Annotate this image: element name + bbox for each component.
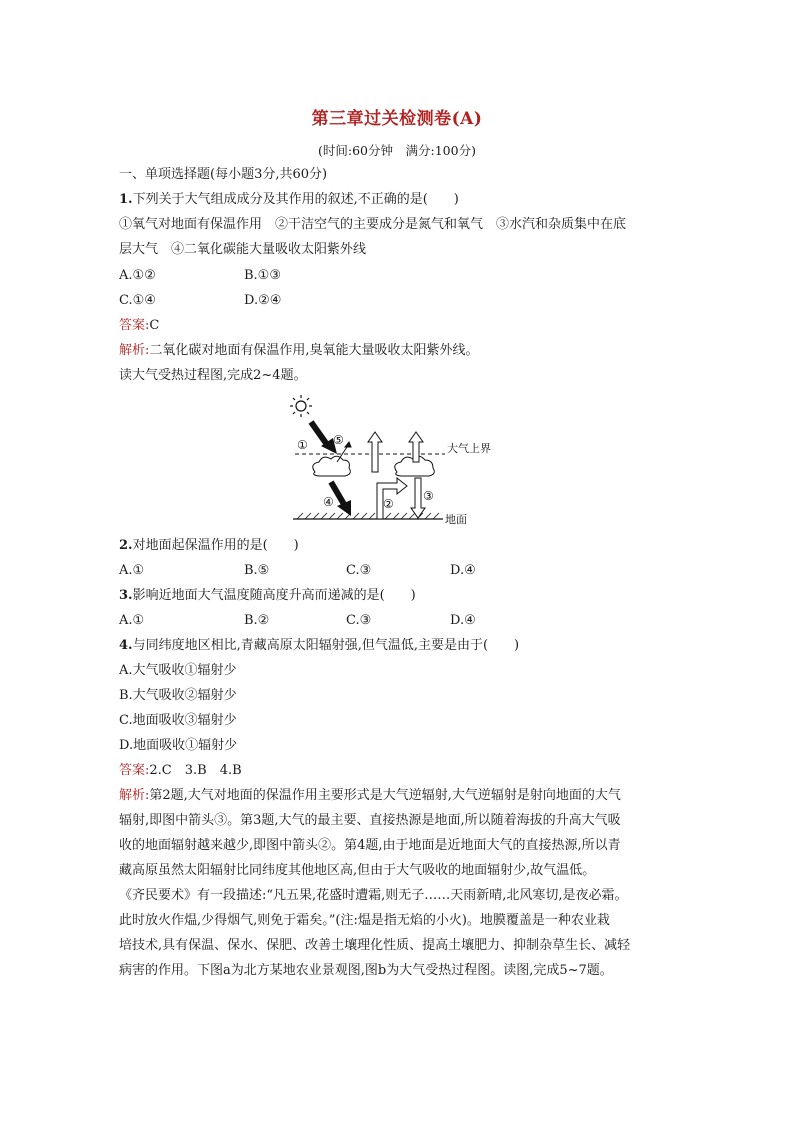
label-5: ⑤ bbox=[333, 433, 344, 447]
option-c: C.①④ bbox=[119, 293, 156, 308]
question-4 bbox=[119, 638, 519, 654]
explanation-2-4-line-2: 辐射,即图中箭头③。第3题,大气的最主要、直接热源是地面,所以随着海拔的升高大气吸 bbox=[119, 813, 621, 828]
passage-line-4: 病害的作用。下图a为北方某地农业景观图,图b为大气受热过程图。读图,完成5~7题。 bbox=[119, 963, 613, 978]
answer-label: 答案: bbox=[119, 318, 150, 333]
answer-2-4 bbox=[119, 763, 242, 779]
question-stem: 与同纬度地区相比,青藏高原太阳辐射强,但气温低,主要是由于( ) bbox=[132, 638, 520, 653]
question-stem: 影响近地面大气温度随高度升高而递减的是( ) bbox=[132, 588, 416, 603]
question-3 bbox=[119, 588, 416, 604]
option-a: A.① bbox=[119, 613, 145, 628]
question-number: 2. bbox=[119, 538, 133, 553]
passage-line-3: 培技术,具有保温、保水、保肥、改善土壤理化性质、提高土壤肥力、抑制杂草生长、减轻 bbox=[119, 938, 631, 953]
question-number: 1. bbox=[119, 192, 133, 207]
sun-icon bbox=[290, 395, 312, 417]
explanation-label: 解析: bbox=[119, 788, 150, 803]
cloud-icon bbox=[313, 456, 351, 476]
label-4: ④ bbox=[323, 495, 334, 509]
option-d: D.④ bbox=[450, 563, 476, 578]
label-3: ③ bbox=[423, 489, 434, 503]
label-1: ① bbox=[297, 438, 308, 452]
explanation-2-4-line-1 bbox=[119, 788, 621, 804]
atmosphere-heating-diagram bbox=[285, 392, 505, 528]
explanation-label: 解析: bbox=[119, 343, 150, 358]
option-c: C.③ bbox=[346, 613, 372, 628]
option-c: C.③ bbox=[346, 563, 372, 578]
option-b: B.⑤ bbox=[244, 563, 270, 578]
option-c: C.地面吸收③辐射少 bbox=[119, 713, 237, 728]
answer-value: 2.C 3.B 4.B bbox=[149, 763, 242, 778]
option-d: D.④ bbox=[450, 613, 476, 628]
option-b: B.①③ bbox=[244, 268, 281, 283]
question-stem: 下列关于大气组成成分及其作用的叙述,不正确的是( ) bbox=[132, 192, 459, 207]
diagram-instruction: 读大气受热过程图,完成2~4题。 bbox=[119, 368, 307, 383]
explanation-1 bbox=[119, 343, 479, 359]
question-1 bbox=[119, 192, 459, 208]
atmosphere-top-label: 大气上界 bbox=[447, 442, 491, 455]
page-title: 第三章过关检测卷(A) bbox=[311, 109, 483, 129]
option-d: D.②④ bbox=[244, 293, 282, 308]
answer-1 bbox=[119, 318, 159, 334]
arrow-escape-up-left bbox=[368, 432, 382, 472]
explanation-text: 二氧化碳对地面有保温作用,臭氧能大量吸收太阳紫外线。 bbox=[149, 343, 479, 358]
option-d: D.地面吸收①辐射少 bbox=[119, 738, 238, 753]
answer-label: 答案: bbox=[119, 763, 150, 778]
question-1-statements-line-2: 层大气 ④二氧化碳能大量吸收太阳紫外线 bbox=[119, 242, 367, 257]
question-1-statements-line-1: ①氧气对地面有保温作用 ②干洁空气的主要成分是氮气和氧气 ③水汽和杂质集中在底 bbox=[119, 217, 627, 232]
option-b: B.大气吸收②辐射少 bbox=[119, 688, 237, 703]
label-2: ② bbox=[383, 497, 394, 511]
option-b: B.② bbox=[244, 613, 270, 628]
option-a: A.大气吸收①辐射少 bbox=[119, 663, 237, 678]
option-a: A.①② bbox=[119, 268, 156, 283]
question-number: 3. bbox=[119, 588, 133, 603]
question-stem: 对地面起保温作用的是( ) bbox=[132, 538, 299, 553]
explanation-2-4-line-4: 藏高原虽然太阳辐射比同纬度其他地区高,但由于大气吸收的地面辐射少,故气温低。 bbox=[119, 863, 596, 878]
explanation-text: 第2题,大气对地面的保温作用主要形式是大气逆辐射,大气逆辐射是射向地面的大气 bbox=[149, 788, 621, 803]
arrow-4-surface-radiation-in bbox=[331, 482, 351, 516]
question-2 bbox=[119, 538, 299, 554]
question-number: 4. bbox=[119, 638, 133, 653]
section-heading: 一、单项选择题(每小题3分,共60分) bbox=[119, 167, 328, 182]
ground-label: 地面 bbox=[445, 513, 467, 526]
passage-line-2: 此时放火作煴,少得烟气,则免于霜矣。”(注:煴是指无焰的小火)。地膜覆盖是一种农业栽 bbox=[119, 913, 610, 928]
answer-value: C bbox=[149, 318, 160, 333]
option-a: A.① bbox=[119, 563, 145, 578]
explanation-2-4-line-3: 收的地面辐射越来越少,即图中箭头②。第4题,由于地面是近地面大气的直接热源,所以青 bbox=[119, 838, 621, 853]
passage-line-1: 《齐民要术》有一段描述:“凡五果,花盛时遭霜,则无子……天雨新晴,北风寒切,是夜必霜。 bbox=[119, 888, 628, 903]
exam-time-score: (时间:60分钟 满分:100分) bbox=[318, 143, 476, 158]
